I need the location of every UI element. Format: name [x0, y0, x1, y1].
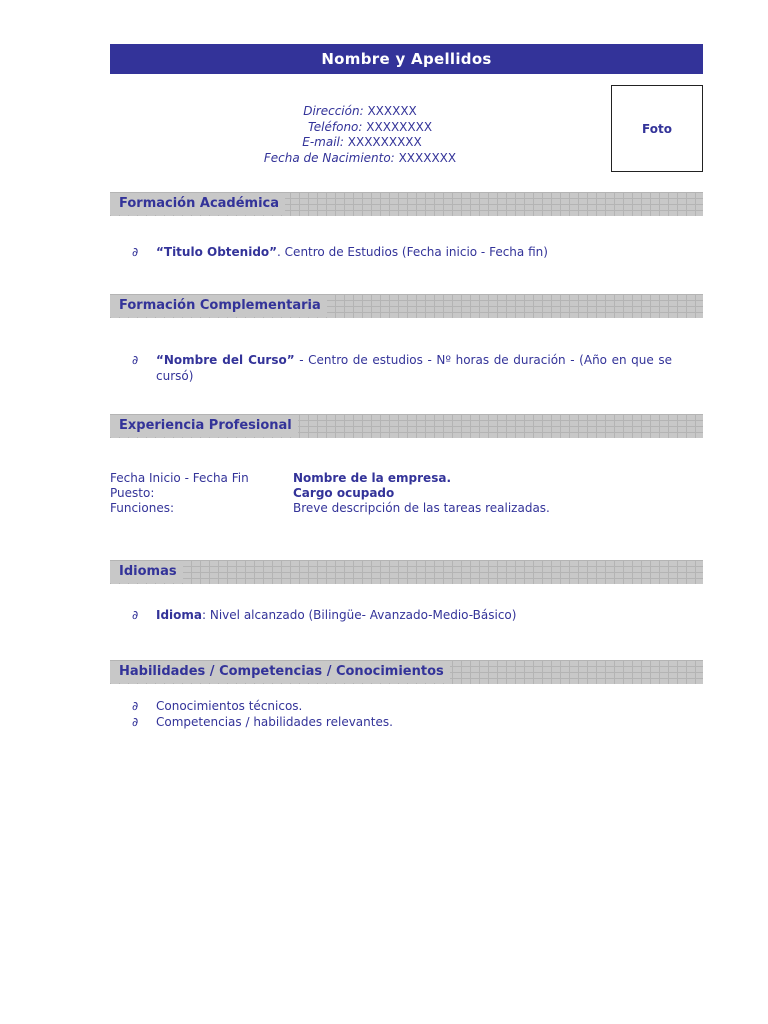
skill-item	[132, 698, 672, 714]
email-value: XXXXXXXXX	[347, 135, 422, 149]
dates-label: Fecha Inicio - Fecha Fin	[110, 471, 249, 485]
language-item	[132, 607, 672, 623]
contact-info	[110, 104, 610, 166]
phone-label: Teléfono:	[307, 119, 363, 134]
photo-placeholder	[611, 85, 703, 172]
position-label: Puesto:	[110, 486, 155, 500]
phone-line	[110, 120, 610, 136]
birth-value: XXXXXXX	[398, 150, 457, 165]
birth-line	[110, 151, 610, 167]
course-title: “Nombre del Curso”	[156, 353, 295, 367]
skill-item	[132, 714, 672, 730]
bullet-icon: ∂	[132, 608, 139, 622]
experience-block	[110, 471, 670, 516]
bullet-icon: ∂	[132, 715, 139, 729]
experience-row	[110, 501, 670, 516]
section-title: Experiencia Profesional	[110, 415, 298, 437]
address-value: XXXXXX	[367, 104, 417, 118]
section-title: Formación Complementaria	[110, 295, 327, 317]
section-title: Habilidades / Competencias / Conocimientos	[110, 661, 450, 683]
section-title: Formación Académica	[110, 193, 285, 215]
address-label: Dirección:	[303, 104, 364, 118]
academic-item	[132, 244, 672, 260]
language-level: : Nivel alcanzado (Bilingüe- Avanzado-Medio-Básico)	[202, 608, 517, 622]
phone-value: XXXXXXXX	[366, 119, 433, 134]
bullet-icon: ∂	[132, 699, 139, 713]
experience-row	[110, 486, 670, 501]
name-header	[110, 44, 703, 74]
functions-value: Breve descripción de las tareas realizadas.	[293, 501, 550, 515]
complementary-item	[132, 352, 672, 384]
experience-row	[110, 471, 670, 486]
skill-text: Competencias / habilidades relevantes.	[156, 715, 393, 729]
section-academic-header	[110, 192, 703, 216]
section-skills-header	[110, 660, 703, 684]
skill-text: Conocimientos técnicos.	[156, 699, 303, 713]
email-line	[110, 135, 610, 151]
course-details: - Centro de estudios - Nº horas de duración - (Año en que se cursó)	[156, 353, 673, 383]
bullet-icon: ∂	[132, 245, 139, 259]
section-languages-header	[110, 560, 703, 584]
full-name: Nombre y Apellidos	[321, 50, 492, 68]
section-title: Idiomas	[110, 561, 183, 583]
email-label: E-mail:	[302, 135, 344, 149]
address-line	[110, 104, 610, 120]
section-experience-header	[110, 414, 703, 438]
language-name: Idioma	[156, 608, 203, 622]
section-complementary-header	[110, 294, 703, 318]
degree-title: “Titulo Obtenido”	[156, 245, 278, 259]
company-name: Nombre de la empresa.	[293, 471, 451, 485]
position-value: Cargo ocupado	[293, 486, 395, 500]
photo-label: Foto	[642, 121, 672, 136]
degree-details: . Centro de Estudios (Fecha inicio - Fecha fin)	[277, 245, 548, 259]
birth-label: Fecha de Nacimiento:	[263, 150, 395, 165]
bullet-icon: ∂	[132, 353, 139, 367]
functions-label: Funciones:	[110, 501, 175, 515]
